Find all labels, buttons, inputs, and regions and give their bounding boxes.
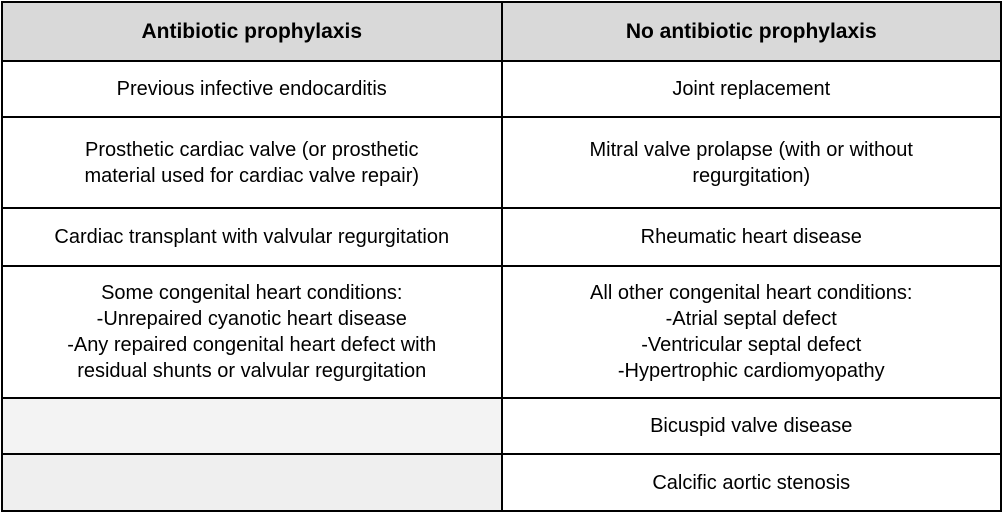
- table-row: [2, 208, 1001, 266]
- cell-text-line: Joint replacement: [672, 78, 831, 100]
- table-row: [2, 117, 1001, 208]
- header-antibiotic-prophylaxis: Antibiotic prophylaxis: [2, 2, 502, 61]
- cell-text-line: -Atrial septal defect: [665, 308, 837, 330]
- left-cell: [2, 208, 502, 266]
- table-row: [2, 61, 1001, 117]
- left-cell: [2, 398, 502, 454]
- cell-text-line: regurgitation): [692, 164, 811, 187]
- cell-text-line: -Hypertrophic cardiomyopathy: [617, 360, 885, 382]
- left-cell: [2, 266, 502, 398]
- cell-text-line: Calcific aortic stenosis: [652, 471, 851, 494]
- cell-text-line: Prosthetic cardiac valve (or prosthetic: [85, 138, 419, 161]
- cell-text-line: Rheumatic heart disease: [640, 226, 862, 248]
- table-row: [2, 266, 1001, 398]
- header-no-antibiotic-prophylaxis: No antibiotic prophylaxis: [502, 2, 1002, 61]
- cell-text-line: -Ventricular septal defect: [641, 334, 862, 356]
- right-cell: [502, 61, 1002, 117]
- table-row: [2, 398, 1001, 454]
- cell-text-line: -Any repaired congenital heart defect with: [67, 334, 437, 356]
- table-row: [2, 454, 1001, 511]
- left-cell: [2, 454, 502, 511]
- cell-text-line: Mitral valve prolapse (with or without: [589, 138, 913, 161]
- header-row: [2, 2, 1001, 61]
- cell-text-line: -Unrepaired cyanotic heart disease: [96, 308, 407, 330]
- prophylaxis-table: [1, 1, 1002, 512]
- cell-text-line: All other congenital heart conditions:: [590, 282, 913, 304]
- cell-text-line: Some congenital heart conditions:: [101, 282, 403, 304]
- right-cell: [502, 208, 1002, 266]
- cell-text-line: material used for cardiac valve repair): [84, 164, 420, 187]
- cell-text-line: Cardiac transplant with valvular regurgitation: [54, 226, 450, 248]
- left-cell: [2, 117, 502, 208]
- right-cell: [502, 454, 1002, 511]
- right-cell: [502, 398, 1002, 454]
- cell-text-line: Previous infective endocarditis: [116, 78, 387, 100]
- cell-text-line: Bicuspid valve disease: [650, 415, 853, 437]
- right-cell: [502, 117, 1002, 208]
- cell-text-line: residual shunts or valvular regurgitation: [77, 360, 427, 382]
- left-cell: [2, 61, 502, 117]
- right-cell: [502, 266, 1002, 398]
